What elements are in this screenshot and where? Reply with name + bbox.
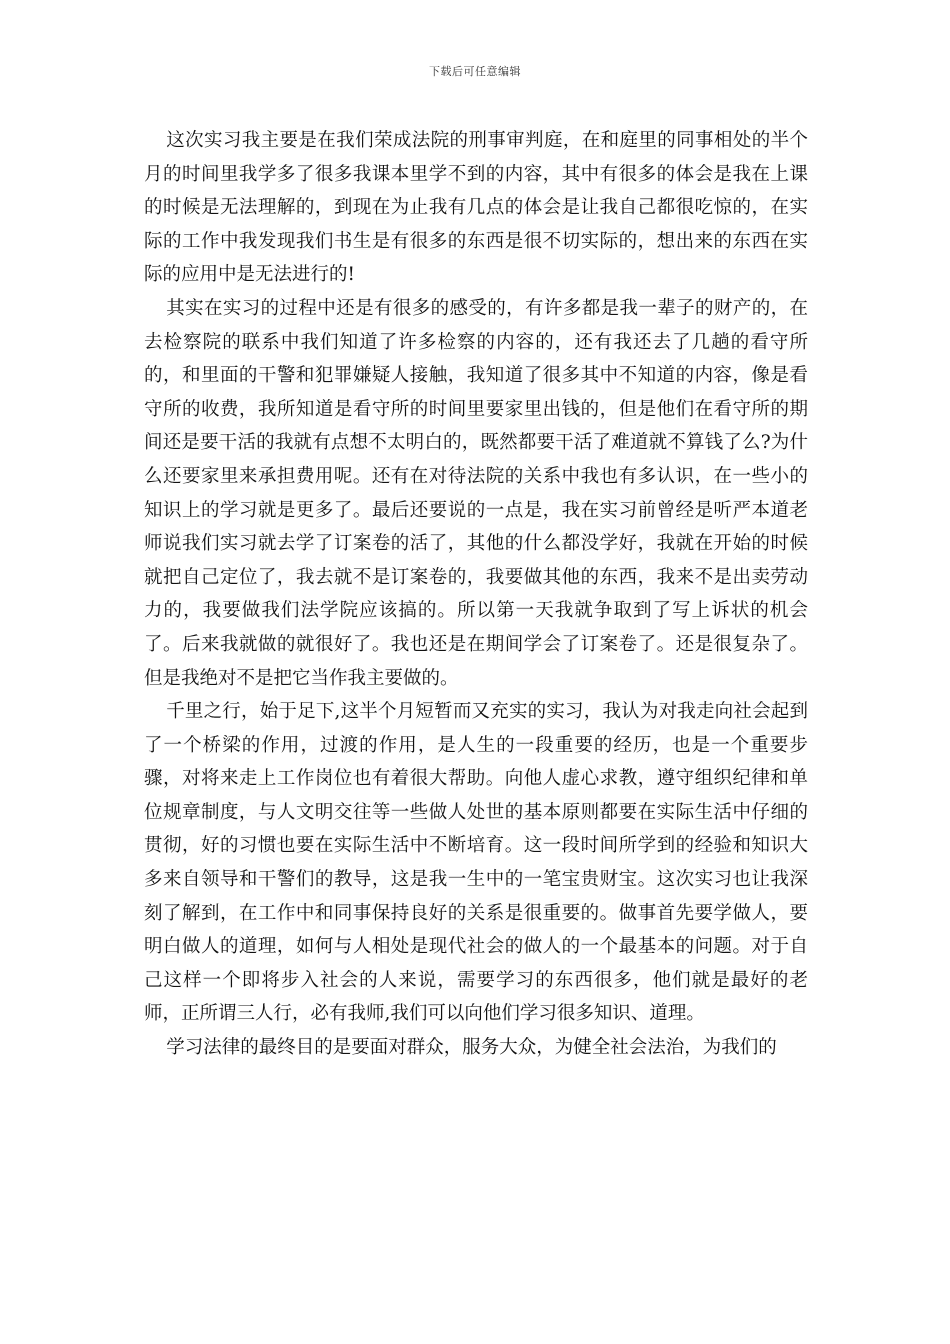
paragraph-2: 其实在实习的过程中还是有很多的感受的，有许多都是我一辈子的财产的，在去检察院的联系中我们知道了许多检察的内容的，还有我还去了几趟的看守所的，和里面的干警和犯罪嫌疑人接触，我知道了很多其中不知道的内容，像是看守所的收费，我所知道是看守所的时间里要家里出钱的，但是他们在看守所的期间还是要干活的我就有点想不太明白的，既然都要干活了难道就不算钱了么?为什么还要家里来承担费用呢。还有在对待法院的关系中我也有多认识，在一些小的知识上的学习就是更多了。最后还要说的一点是，我在实习前曾经是听严本道老师说我们实习就去学了订案卷的活了，其他的什么都没学好，我就在开始的时候就把自己定位了，我去就不是订案卷的，我要做其他的东西，我来不是出卖劳动力的，我要做我们法学院应该搞的。所以第一天我就争取到了写上诉状的机会了。后来我就做的就很好了。我也还是在期间学会了订案卷了。还是很复杂了。但是我绝对不是把它当作我主要做的。 [144, 297, 808, 689]
paragraph-1: 这次实习我主要是在我们荣成法院的刑事审判庭，在和庭里的同事相处的半个月的时间里我学多了很多我课本里学不到的内容，其中有很多的体会是我在上课的时候是无法理解的，到现在为止我有几点的体会是让我自己都很吃惊的，在实际的工作中我发现我们书生是有很多的东西是很不切实际的，想出来的东西在实际的应用中是无法进行的! [144, 130, 808, 286]
page-header: 下载后可任意编辑 [429, 65, 521, 78]
paragraph-3: 千里之行，始于足下,这半个月短暂而又充实的实习，我认为对我走向社会起到了一个桥梁的作用，过渡的作用，是人生的一段重要的经历，也是一个重要步骤，对将来走上工作岗位也有着很大帮助。向他人虚心求教，遵守组织纪律和单位规章制度，与人文明交往等一些做人处世的基本原则都要在实际生活中仔细的贯彻，好的习惯也要在实际生活中不断培育。这一段时间所学到的经验和知识大多来自领导和干警们的教导，这是我一生中的一笔宝贵财宝。这次实习也让我深刻了解到，在工作中和同事保持良好的关系是很重要的。做事首先要学做人，要明白做人的道理，如何与人相处是现代社会的做人的一个最基本的问题。对于自己这样一个即将步入社会的人来说，需要学习的东西很多，他们就是最好的老师，正所谓三人行，必有我师,我们可以向他们学习很多知识、道理。 [144, 701, 808, 1025]
paragraph-4: 学习法律的最终目的是要面对群众，服务大众，为健全社会法治，为我们的 [166, 1037, 777, 1059]
document-body [144, 124, 808, 1065]
